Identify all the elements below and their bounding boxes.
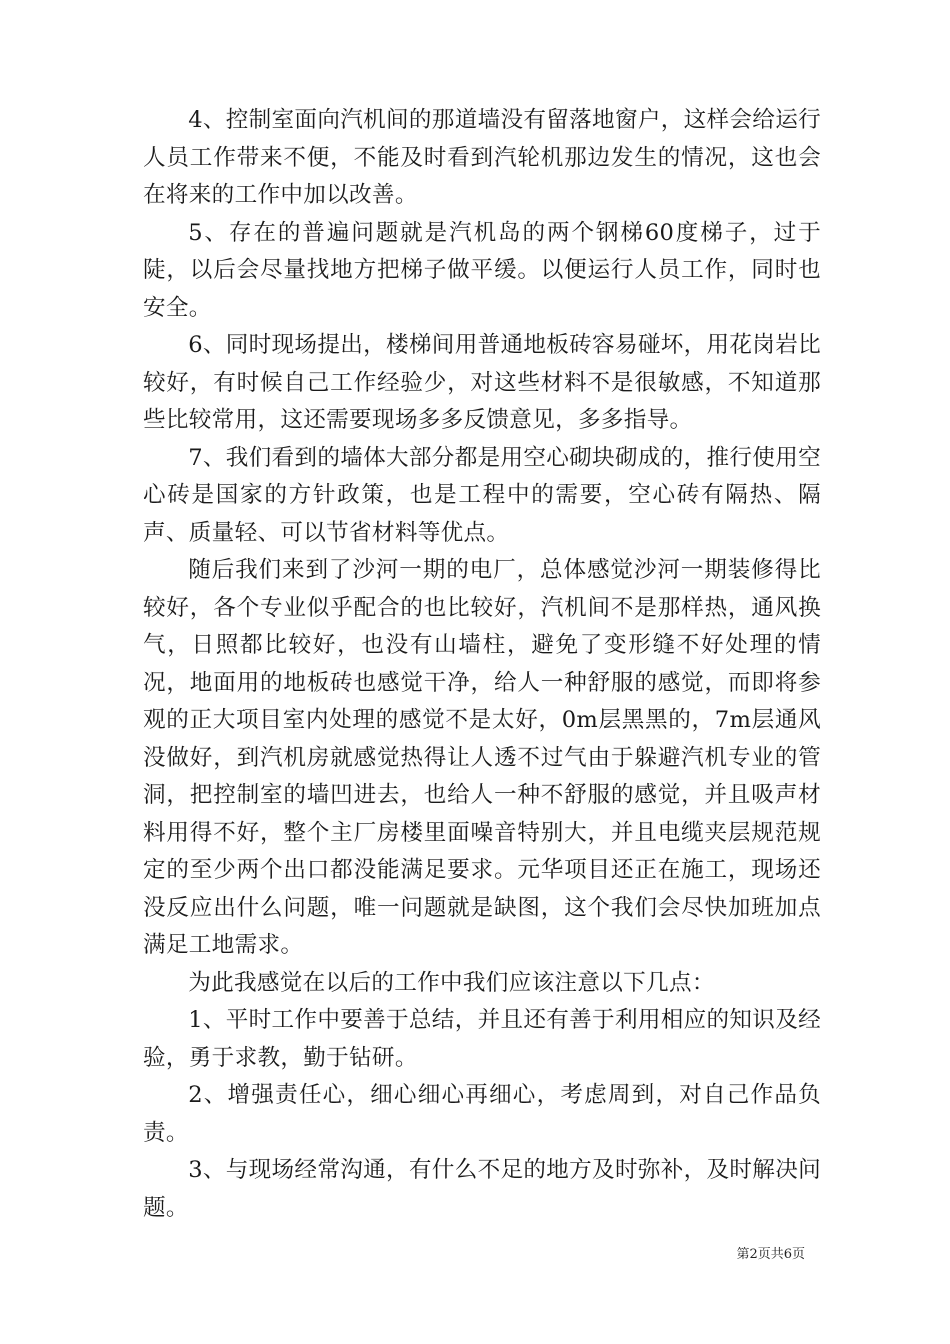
paragraph-lessons-intro: 为此我感觉在以后的工作中我们应该注意以下几点： (188, 969, 715, 996)
paragraph-item-4: 4、控制室面向汽机间的那道墙没有留落地窗户，这样会给运行人员工作带来不便，不能及时看到汽轮机那边发生的情况，这也会在将来的工作中加以改善。 (143, 107, 821, 208)
paragraph-lesson-1: 1、平时工作中要善于总结，并且还有善于利用相应的知识及经验，勇于求教，勤于钻研。 (143, 1007, 821, 1071)
paragraph-lesson-3: 3、与现场经常沟通，有什么不足的地方及时弥补，及时解决问题。 (143, 1157, 821, 1221)
paragraph-site-visit: 随后我们来到了沙河一期的电厂，总体感觉沙河一期装修得比较好，各个专业似乎配合的也比较好，汽机间不是那样热，通风换气，日照都比较好，也没有山墙柱，避免了变形缝不好处理的情况，地面用的地板砖也感觉干净，给人一种舒服的感觉，而即将参观的正大项目室内处理的感觉不是太好，0m层黑黑的，7m层通风没做好，到汽机房就感觉热得让人透不过气由于躲避汽机专业的管洞，把控制室的墙凹进去，也给人一种不舒服的感觉，并且吸声材料用得不好，整个主厂房楼里面噪音特别大，并且电缆夹层规范规定的至少两个出口都没能满足要求。元华项目还正在施工，现场还没反应出什么问题，唯一问题就是缺图，这个我们会尽快加班加点满足工地需求。 (143, 557, 821, 958)
paragraph-lesson-2: 2、增强责任心，细心细心再细心，考虑周到，对自己作品负责。 (143, 1082, 821, 1146)
paragraph-item-6: 6、同时现场提出，楼梯间用普通地板砖容易碰坏，用花岗岩比较好，有时候自己工作经验少，对这些材料不是很敏感，不知道那些比较常用，这还需要现场多多反馈意见，多多指导。 (143, 332, 821, 433)
paragraph-item-5: 5、存在的普遍问题就是汽机岛的两个钢梯60度梯子，过于陡，以后会尽量找地方把梯子做平缓。以便运行人员工作，同时也安全。 (143, 219, 821, 321)
paragraph-item-7: 7、我们看到的墙体大部分都是用空心砌块砌成的，推行使用空心砖是国家的方针政策，也是工程中的需要，空心砖有隔热、隔声、质量轻、可以节省材料等优点。 (143, 444, 821, 546)
document-body (143, 102, 821, 1227)
page-number: 第2页共6页 (736, 1247, 805, 1262)
